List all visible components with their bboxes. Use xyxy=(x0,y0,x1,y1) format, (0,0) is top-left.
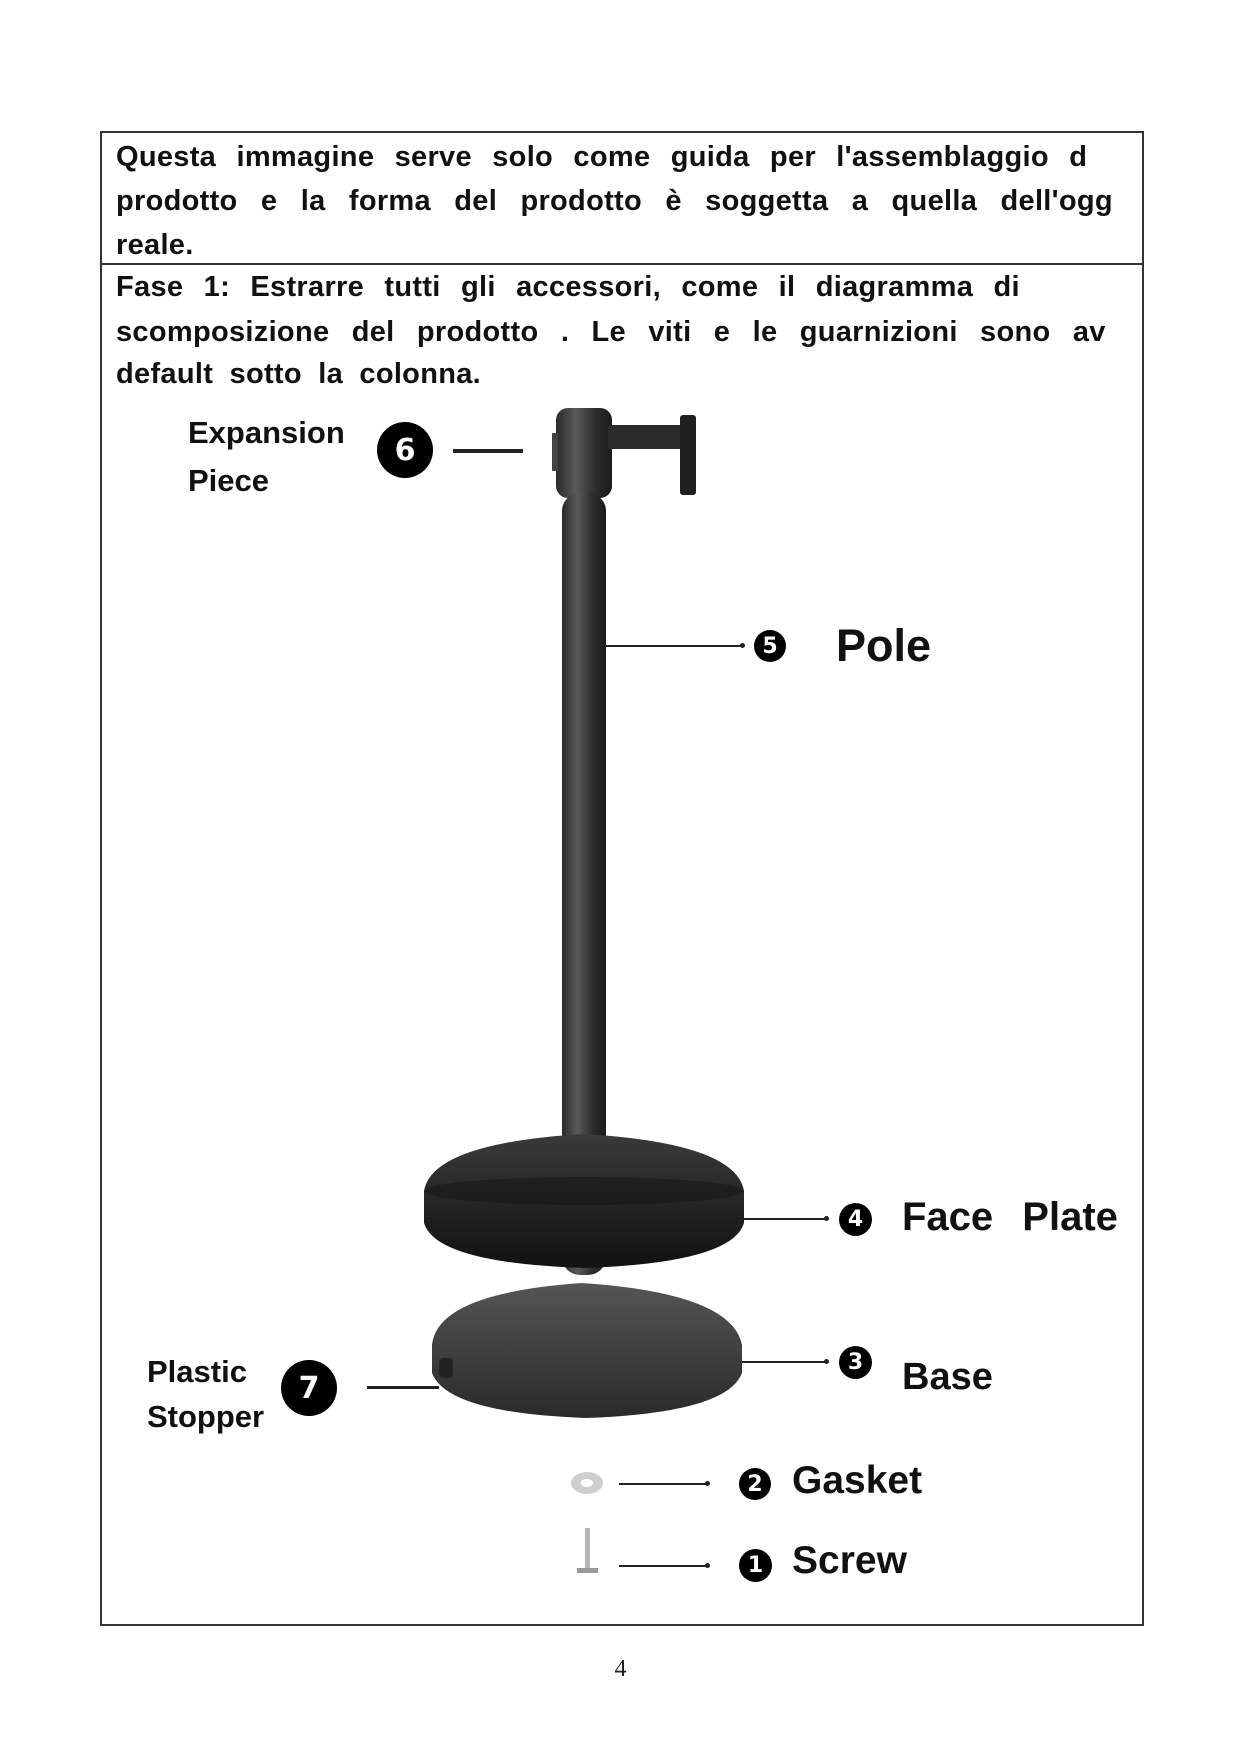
base-shape xyxy=(432,1283,742,1418)
gasket-leader-dot xyxy=(705,1481,710,1486)
base-leader-dot xyxy=(824,1359,829,1364)
face-plate-leader-dot xyxy=(824,1216,829,1221)
step-line-3: default sotto la colonna. xyxy=(116,358,482,390)
base-label: Base xyxy=(902,1356,993,1398)
screw-shape xyxy=(577,1528,598,1573)
pole-leader-line xyxy=(606,645,742,647)
plastic-stopper-label xyxy=(147,1350,264,1440)
part-4-badge: 4 xyxy=(839,1203,872,1236)
plastic-stopper-label-line-1: Plastic xyxy=(147,1354,247,1389)
expansion-piece-label-line-2: Piece xyxy=(188,463,270,499)
gasket-shape xyxy=(571,1472,603,1494)
step-line-1: Fase 1: Estrarre tutti gli accessori, come il diagramma di xyxy=(116,271,1020,303)
page-number: 4 xyxy=(614,1656,627,1682)
intro-line-2: prodotto e la forma del prodotto è soggetta a quella dell'ogg xyxy=(116,185,1113,217)
part-5-badge: 5 xyxy=(754,630,786,662)
gasket-leader-line xyxy=(619,1483,707,1485)
gasket-label: Gasket xyxy=(792,1459,923,1502)
part-2-badge: 2 xyxy=(739,1468,771,1500)
plastic-stopper-leader-line xyxy=(367,1386,439,1389)
screw-leader-dot xyxy=(705,1563,710,1568)
expansion-piece-leader-line xyxy=(453,449,523,453)
base-leader-line xyxy=(742,1361,826,1363)
part-7-badge: 7 xyxy=(281,1360,337,1416)
face-plate-label: Face Plate xyxy=(902,1195,1118,1239)
expansion-piece-shape xyxy=(552,408,696,498)
intro-line-3: reale. xyxy=(116,229,194,261)
content-frame xyxy=(100,131,1144,1626)
part-3-badge: 3 xyxy=(839,1346,872,1379)
expansion-piece-label-line-1: Expansion xyxy=(188,415,345,450)
face-plate-shape xyxy=(424,1134,744,1268)
part-6-badge: 6 xyxy=(377,422,433,478)
face-plate-leader-line xyxy=(744,1218,826,1220)
step-line-2: scomposizione del prodotto . Le viti e le guarnizioni sono av xyxy=(116,316,1106,348)
intro-line-1: Questa immagine serve solo come guida per l'assemblaggio d xyxy=(116,141,1088,173)
expansion-piece-label xyxy=(188,409,345,505)
part-1-badge: 1 xyxy=(739,1549,772,1582)
pole-leader-dot xyxy=(740,643,745,648)
screw-leader-line xyxy=(619,1565,707,1567)
pole-label: Pole xyxy=(836,620,932,671)
plastic-stopper-label-line-2: Stopper xyxy=(147,1398,265,1434)
screw-label: Screw xyxy=(792,1539,907,1582)
